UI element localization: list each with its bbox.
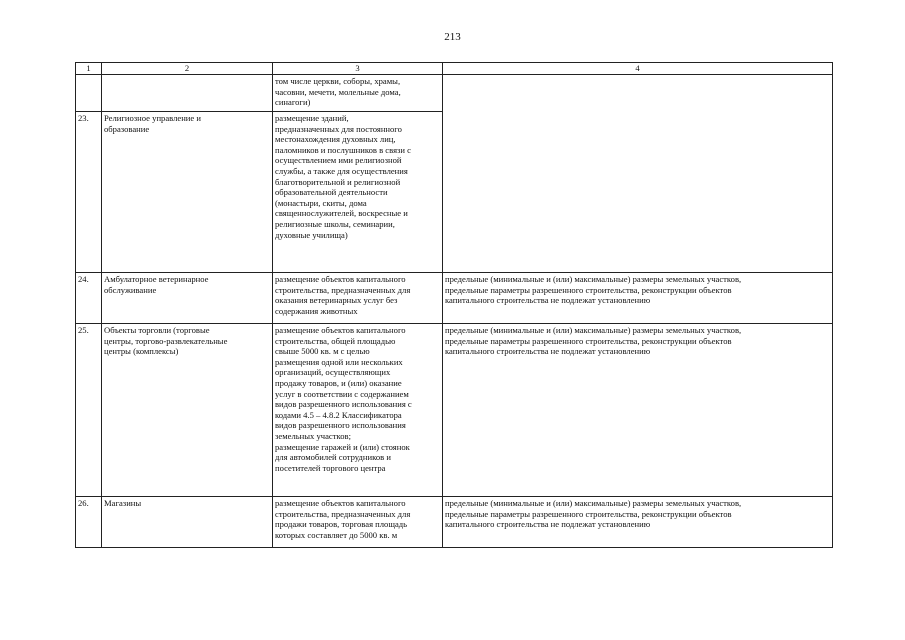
params-cell (443, 75, 833, 273)
description-cell: размещение объектов капитального строительства, предназначенных для оказания ветеринарных услуг без содержания животных (273, 273, 443, 324)
description-cell: размещение объектов капитального строительства, предназначенных для продажи товаров, торговая площадь которых составляет до 5000 кв. м (273, 497, 443, 548)
use-name-cell: Амбулаторное ветеринарное обслуживание (102, 273, 273, 324)
params-cell: предельные (минимальные и (или) максимальные) размеры земельных участков, предельные параметры разрешенного строительства, реконструкции объектов капитального строительства не подлежат установлению (443, 324, 833, 497)
params-cell: предельные (минимальные и (или) максимальные) размеры земельных участков, предельные параметры разрешенного строительства, реконструкции объектов капитального строительства не подлежат установлению (443, 497, 833, 548)
row-number-cell: 25. (76, 324, 102, 497)
params-cell: предельные (минимальные и (или) максимальные) размеры земельных участков, предельные параметры разрешенного строительства, реконструкции объектов капитального строительства не подлежат установлению (443, 273, 833, 324)
table-row (76, 324, 833, 497)
row-number-cell: 26. (76, 497, 102, 548)
column-number: 3 (273, 63, 443, 75)
table-row (76, 273, 833, 324)
use-name-cell (102, 75, 273, 112)
column-number-row (76, 63, 833, 75)
table-row (76, 497, 833, 548)
use-name-cell: Религиозное управление и образование (102, 112, 273, 273)
use-name-cell: Магазины (102, 497, 273, 548)
page-number: 213 (444, 31, 461, 43)
table-row-continuation (76, 75, 833, 112)
row-number-cell: 24. (76, 273, 102, 324)
use-name-cell: Объекты торговли (торговые центры, торгово-развлекательные центры (комплексы) (102, 324, 273, 497)
land-use-table (75, 62, 833, 548)
row-number-cell: 23. (76, 112, 102, 273)
column-number: 1 (76, 63, 102, 75)
description-cell: том числе церкви, соборы, храмы, часовни, мечети, молельные дома, синагоги) (273, 75, 443, 112)
description-cell: размещение объектов капитального строительства, общей площадью свыше 5000 кв. м с целью размещения одной или нескольких организаций, осуществляющих продажу товаров, и (или) оказание услуг в соответствии с содержанием видов разрешенного использования с кодами 4.5 – 4.8.2 Классификатора видов разрешенного использования земельных участков; размещение гаражей и (или) стоянок для автомобилей сотрудников и посетителей торгового центра (273, 324, 443, 497)
column-number: 4 (443, 63, 833, 75)
description-cell: размещение зданий, предназначенных для постоянного местонахождения духовных лиц, паломников и послушников в связи с осуществлением ими религиозной службы, а также для осуществления благотворительной и религиозной образовательной деятельности (монастыри, скиты, дома священнослужителей, воскресные и религиозные школы, семинарии, духовные училища) (273, 112, 443, 273)
column-number: 2 (102, 63, 273, 75)
row-number-cell (76, 75, 102, 112)
